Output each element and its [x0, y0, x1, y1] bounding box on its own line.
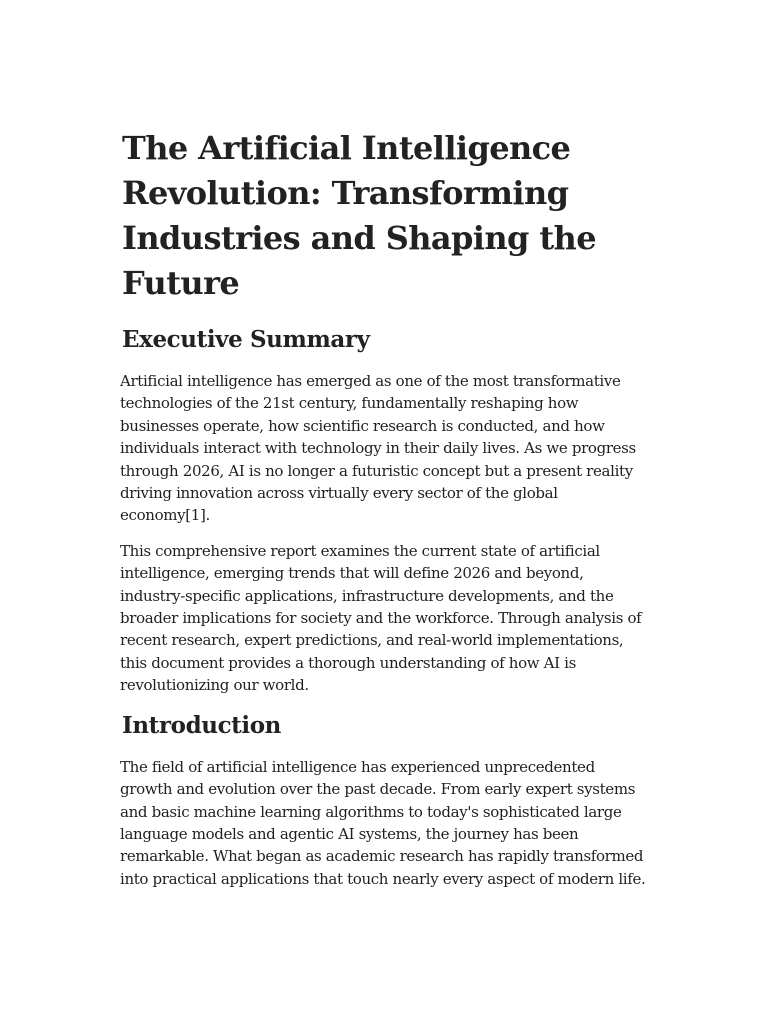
paragraph: This comprehensive report examines the current state of artificial intelligence, emerging trends that will define 2026 and beyond, industry-specific applications, infrastructure developments, and the broader implications for society and the workforce. Through analysis of recent research, expert predictions, and real-world implementations, this document provides a thorough understanding of how AI is revolutionizing our world. [120, 541, 642, 695]
document-title: The Artificial Intelligence Revolution: Transforming Industries and Shaping the Future [122, 129, 596, 302]
paragraph: Artificial intelligence has emerged as one of the most transformative technologies of the 21st century, fundamentally reshaping how businesses operate, how scientific research is conducted, and how individuals interact with technology in their daily lives. As we progress through 2026, AI is no longer a futuristic concept but a present reality driving innovation across virtually every sector of the global economy[1]. [120, 372, 636, 525]
paragraph: The field of artificial intelligence has experienced unprecedented growth and evolution over the past decade. From early expert systems and basic machine learning algorithms to today's sophisticated large language models and agentic AI systems, the journey has been remarkable. What began as academic research has rapidly transformed into practical applications that touch nearly every aspect of modern life. [120, 757, 646, 888]
section-executive-summary [120, 324, 648, 697]
section-heading: Executive Summary [122, 326, 370, 353]
section-heading: Introduction [122, 711, 281, 739]
section-introduction [120, 710, 648, 890]
